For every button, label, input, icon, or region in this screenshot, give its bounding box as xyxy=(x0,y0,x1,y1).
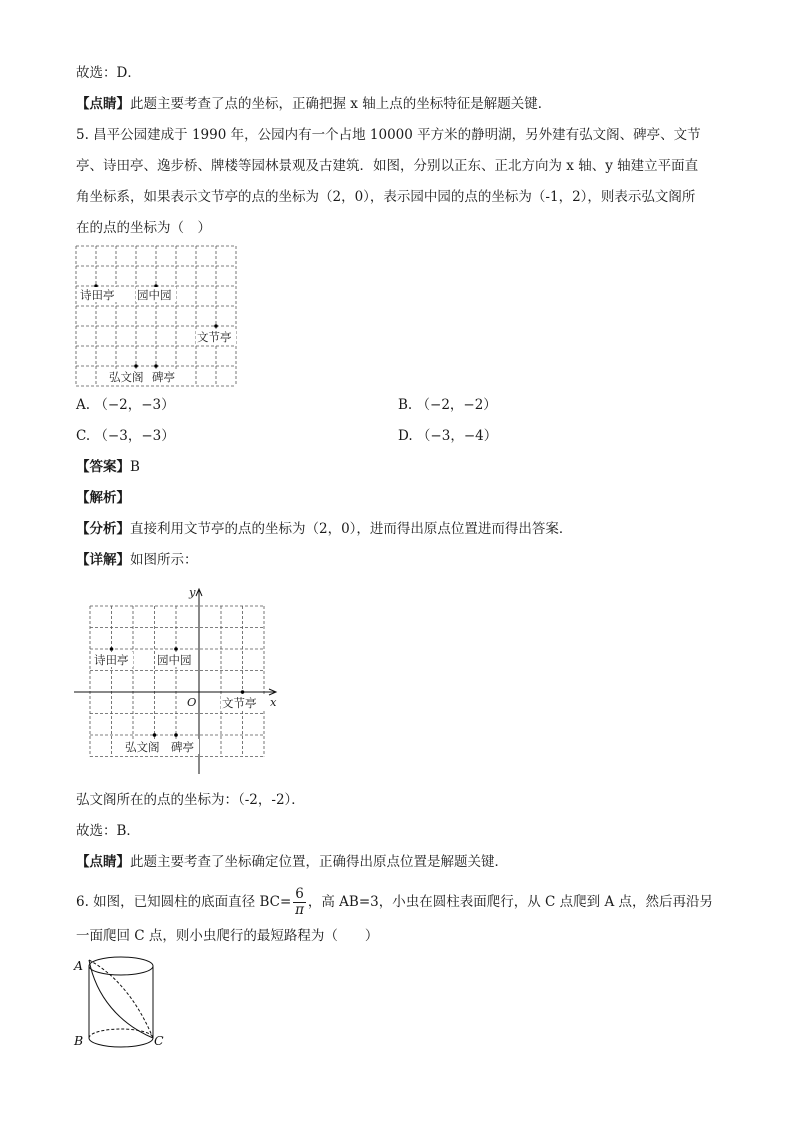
label-bei: 碑亭 xyxy=(152,370,175,384)
axis-x-label: x xyxy=(270,695,277,709)
label-c: C xyxy=(154,1033,164,1048)
q5-line-1: 5. 昌平公园建成于 1990 年，公园内有一个占地 10000 平方米的静明湖，另外建有弘文阁、碑亭、文节 xyxy=(76,127,701,143)
point-bei xyxy=(174,733,178,737)
label-shitian: 诗田亭 xyxy=(94,653,129,667)
label-yuanzhong: 园中园 xyxy=(137,288,172,302)
q6-fraction-den: π xyxy=(295,902,305,918)
note-text: 此题主要考查了坐标确定位置，正确得出原点位置是解题关键． xyxy=(130,854,508,870)
option-b: B. （−2，−2） xyxy=(398,397,497,413)
origin-label: O xyxy=(187,695,197,709)
label-wenjie: 文节亭 xyxy=(197,330,232,344)
fenxi-text: 直接利用文节亭的点的坐标为（2，0），进而得出原点位置进而得出答案． xyxy=(130,521,573,537)
q6-prefix: 6. 如图，已知圆柱的底面直径 BC= xyxy=(76,894,292,910)
answer-tag: 【答案】 xyxy=(76,459,130,475)
xiangjie-text: 如图所示： xyxy=(130,552,198,568)
q6-line-2: 一面爬回 C 点，则小虫爬行的最短路程为（ ） xyxy=(76,928,379,944)
q5-choice: 故选：B． xyxy=(76,823,140,839)
cylinder-figure xyxy=(70,952,175,1052)
q5-line-4: 在的点的坐标为（ ） xyxy=(76,220,211,236)
path-front xyxy=(89,960,153,1038)
label-yuanzhong: 园中园 xyxy=(157,653,192,667)
analysis-tag: 【解析】 xyxy=(76,490,130,506)
label-hongwen: 弘文阁 xyxy=(109,370,144,384)
label-a: A xyxy=(74,958,84,973)
point-hongwen xyxy=(134,364,138,368)
point-hongwen xyxy=(153,733,157,737)
point-wenjie xyxy=(214,324,218,328)
label-bei: 碑亭 xyxy=(171,740,194,754)
option-a: A. （−2，−3） xyxy=(76,397,175,413)
label-wenjie: 文节亭 xyxy=(222,696,257,710)
xiangjie-line xyxy=(76,551,198,569)
point-bei xyxy=(154,364,158,368)
axis-y-label: y xyxy=(189,585,196,599)
fenxi-tag: 【分析】 xyxy=(76,521,130,537)
label-shitian: 诗田亭 xyxy=(80,288,115,302)
note-tag: 【点睛】 xyxy=(76,96,130,112)
q6-line-1 xyxy=(76,887,713,918)
answer-value: B xyxy=(130,459,140,475)
q5-axes-figure xyxy=(70,582,285,782)
note-tag: 【点睛】 xyxy=(76,854,130,870)
point-wenjie xyxy=(241,690,245,694)
point-yuanzhong xyxy=(174,647,178,651)
label-hongwen: 弘文阁 xyxy=(125,740,160,754)
q5-line-3: 角坐标系，如果表示文节亭的点的坐标为（2，0），表示园中园的点的坐标为（-1，2），则表示弘文阁所 xyxy=(76,189,696,205)
q5-note xyxy=(76,853,508,871)
cylinder-bottom-front xyxy=(89,1038,153,1047)
previous-choice: 故选：D． xyxy=(76,65,141,81)
xiangjie-tag: 【详解】 xyxy=(76,552,130,568)
point-shitian xyxy=(110,647,114,651)
q5-line-2: 亭、诗田亭、逸步桥、牌楼等园林景观及古建筑．如图，分别以正东、正北方向为 x 轴、y 轴建立平面直 xyxy=(76,158,699,174)
fenxi-line xyxy=(76,520,572,538)
q6-fraction-num: 6 xyxy=(295,886,304,902)
q6-suffix: ，高 AB=3，小虫在圆柱表面爬行，从 C 点爬到 A 点，然后再沿另 xyxy=(307,894,713,910)
q5-result: 弘文阁所在的点的坐标为：（-2，-2）． xyxy=(76,792,305,808)
option-c: C. （−3，−3） xyxy=(76,428,175,444)
q6-fraction xyxy=(293,887,306,918)
path-back xyxy=(89,960,153,1038)
note-text: 此题主要考查了点的坐标，正确把握 x 轴上点的坐标特征是解题关键． xyxy=(130,96,552,112)
label-b: B xyxy=(74,1033,84,1048)
option-d: D. （−3，−4） xyxy=(398,428,498,444)
answer-line xyxy=(76,458,140,476)
previous-note xyxy=(76,95,551,113)
q5-grid-figure xyxy=(70,240,250,392)
